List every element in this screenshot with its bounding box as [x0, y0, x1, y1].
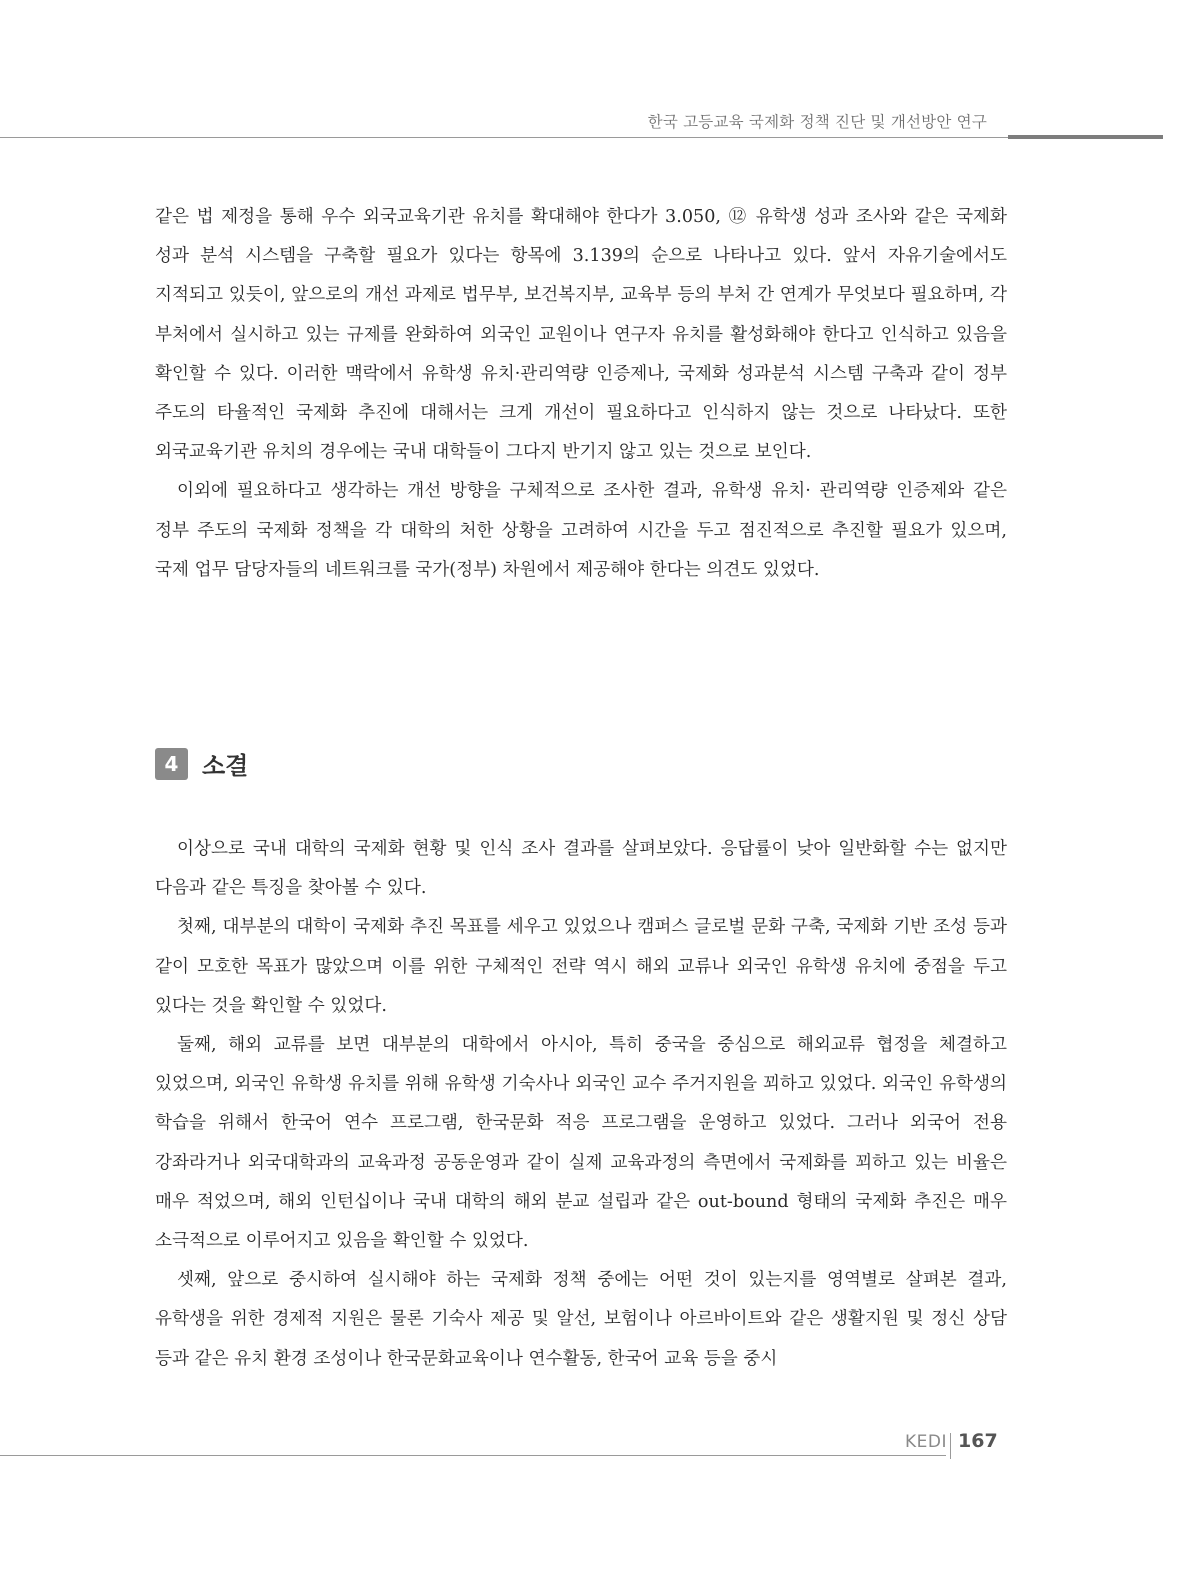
paragraph: 셋째, 앞으로 중시하여 실시해야 하는 국제화 정책 중에는 어떤 것이 있는지를 영역별로 살펴본 결과, 유학생을 위한 경제적 지원은 물론 기숙사 제공 및 알선, 보험이나 아르바이트와 같은 생활지원 및 정신 상담 등과 같은 유치 환경 조성이나 한국문화교육이나 연수활동, 한국어 교육 등을 중시 — [155, 1270, 1007, 1369]
header-rule-accent — [1008, 135, 1163, 139]
paragraph: 이외에 필요하다고 생각하는 개선 방향을 구체적으로 조사한 결과, 유학생 유치· 관리역량 인증제와 같은 정부 주도의 국제화 정책을 각 대학의 처한 상황을 고려하여 시간을 두고 점진적으로 추진할 필요가 있으며, 국제 업무 담당자들의 네트워크를 국가(정부) 차원에서 제공해야 한다는 의견도 있었다. — [155, 481, 1007, 580]
section-heading — [155, 746, 248, 781]
paragraph: 둘째, 해외 교류를 보면 대부분의 대학에서 아시아, 특히 중국을 중심으로 해외교류 협정을 체결하고 있었으며, 외국인 유학생 유치를 위해 유학생 기숙사나 외국인 교수 주거지원을 꾀하고 있었다. 외국인 유학생의 학습을 위해서 한국어 연수 프로그램, 한국문화 적응 프로그램을 운영하고 있었다. 그러나 외국어 전용 강좌라거나 외국대학과의 교육과정 공동운영과 같이 실제 교육과정의 측면에서 국제화를 꾀하고 있는 비율은 매우 적었으며, 해외 인턴십이나 국내 대학의 해외 분교 설립과 같은 out-bound 형태의 국제화 추진은 매우 소극적으로 이루어지고 있음을 확인할 수 있었다. — [155, 1035, 1007, 1252]
section-title: 소결 — [202, 752, 249, 780]
paragraph: 같은 법 제정을 통해 우수 외국교육기관 유치를 확대해야 한다가 3.050, ⑫ 유학생 성과 조사와 같은 국제화 성과 분석 시스템을 구축할 필요가 있다는 항목에 3.139의 순으로 나타나고 있다. 앞서 자유기술에서도 지적되고 있듯이, 앞으로의 개선 과제로 법무부, 보건복지부, 교육부 등의 부처 간 연계가 무엇보다 필요하며, 각 부처에서 실시하고 있는 규제를 완화하여 외국인 교원이나 연구자 유치를 활성화해야 한다고 인식하고 있음을 확인할 수 있다. 이러한 맥락에서 유학생 유치·관리역량 인증제나, 국제화 성과분석 시스템 구축과 같이 정부 주도의 타율적인 국제화 추진에 대해서는 크게 개선이 필요하다고 인식하지 않는 것으로 나타났다. 또한 외국교육기관 유치의 경우에는 국내 대학들이 그다지 반기지 않고 있는 것으로 보인다. — [155, 207, 1007, 463]
paragraph: 첫째, 대부분의 대학이 국제화 추진 목표를 세우고 있었으나 캠퍼스 글로벌 문화 구축, 국제화 기반 조성 등과 같이 모호한 목표가 많았으며 이를 위한 구체적인 전략 역시 해외 교류나 외국인 유학생 유치에 중점을 두고 있다는 것을 확인할 수 있었다. — [155, 917, 1007, 1016]
running-header-title: 한국 고등교육 국제화 정책 진단 및 개선방안 연구 — [647, 113, 987, 131]
page-number: 167 — [958, 1430, 998, 1452]
body-text-part1 — [155, 198, 1007, 590]
section-number-badge: 4 — [155, 748, 188, 780]
footer-divider — [950, 1433, 951, 1459]
footer-rule — [0, 1455, 946, 1456]
header-rule — [0, 137, 1008, 138]
footer-publisher: KEDI — [905, 1432, 947, 1452]
body-text-part2 — [155, 830, 1007, 1379]
paragraph: 이상으로 국내 대학의 국제화 현황 및 인식 조사 결과를 살펴보았다. 응답률이 낮아 일반화할 수는 없지만 다음과 같은 특징을 찾아볼 수 있다. — [155, 839, 1007, 899]
